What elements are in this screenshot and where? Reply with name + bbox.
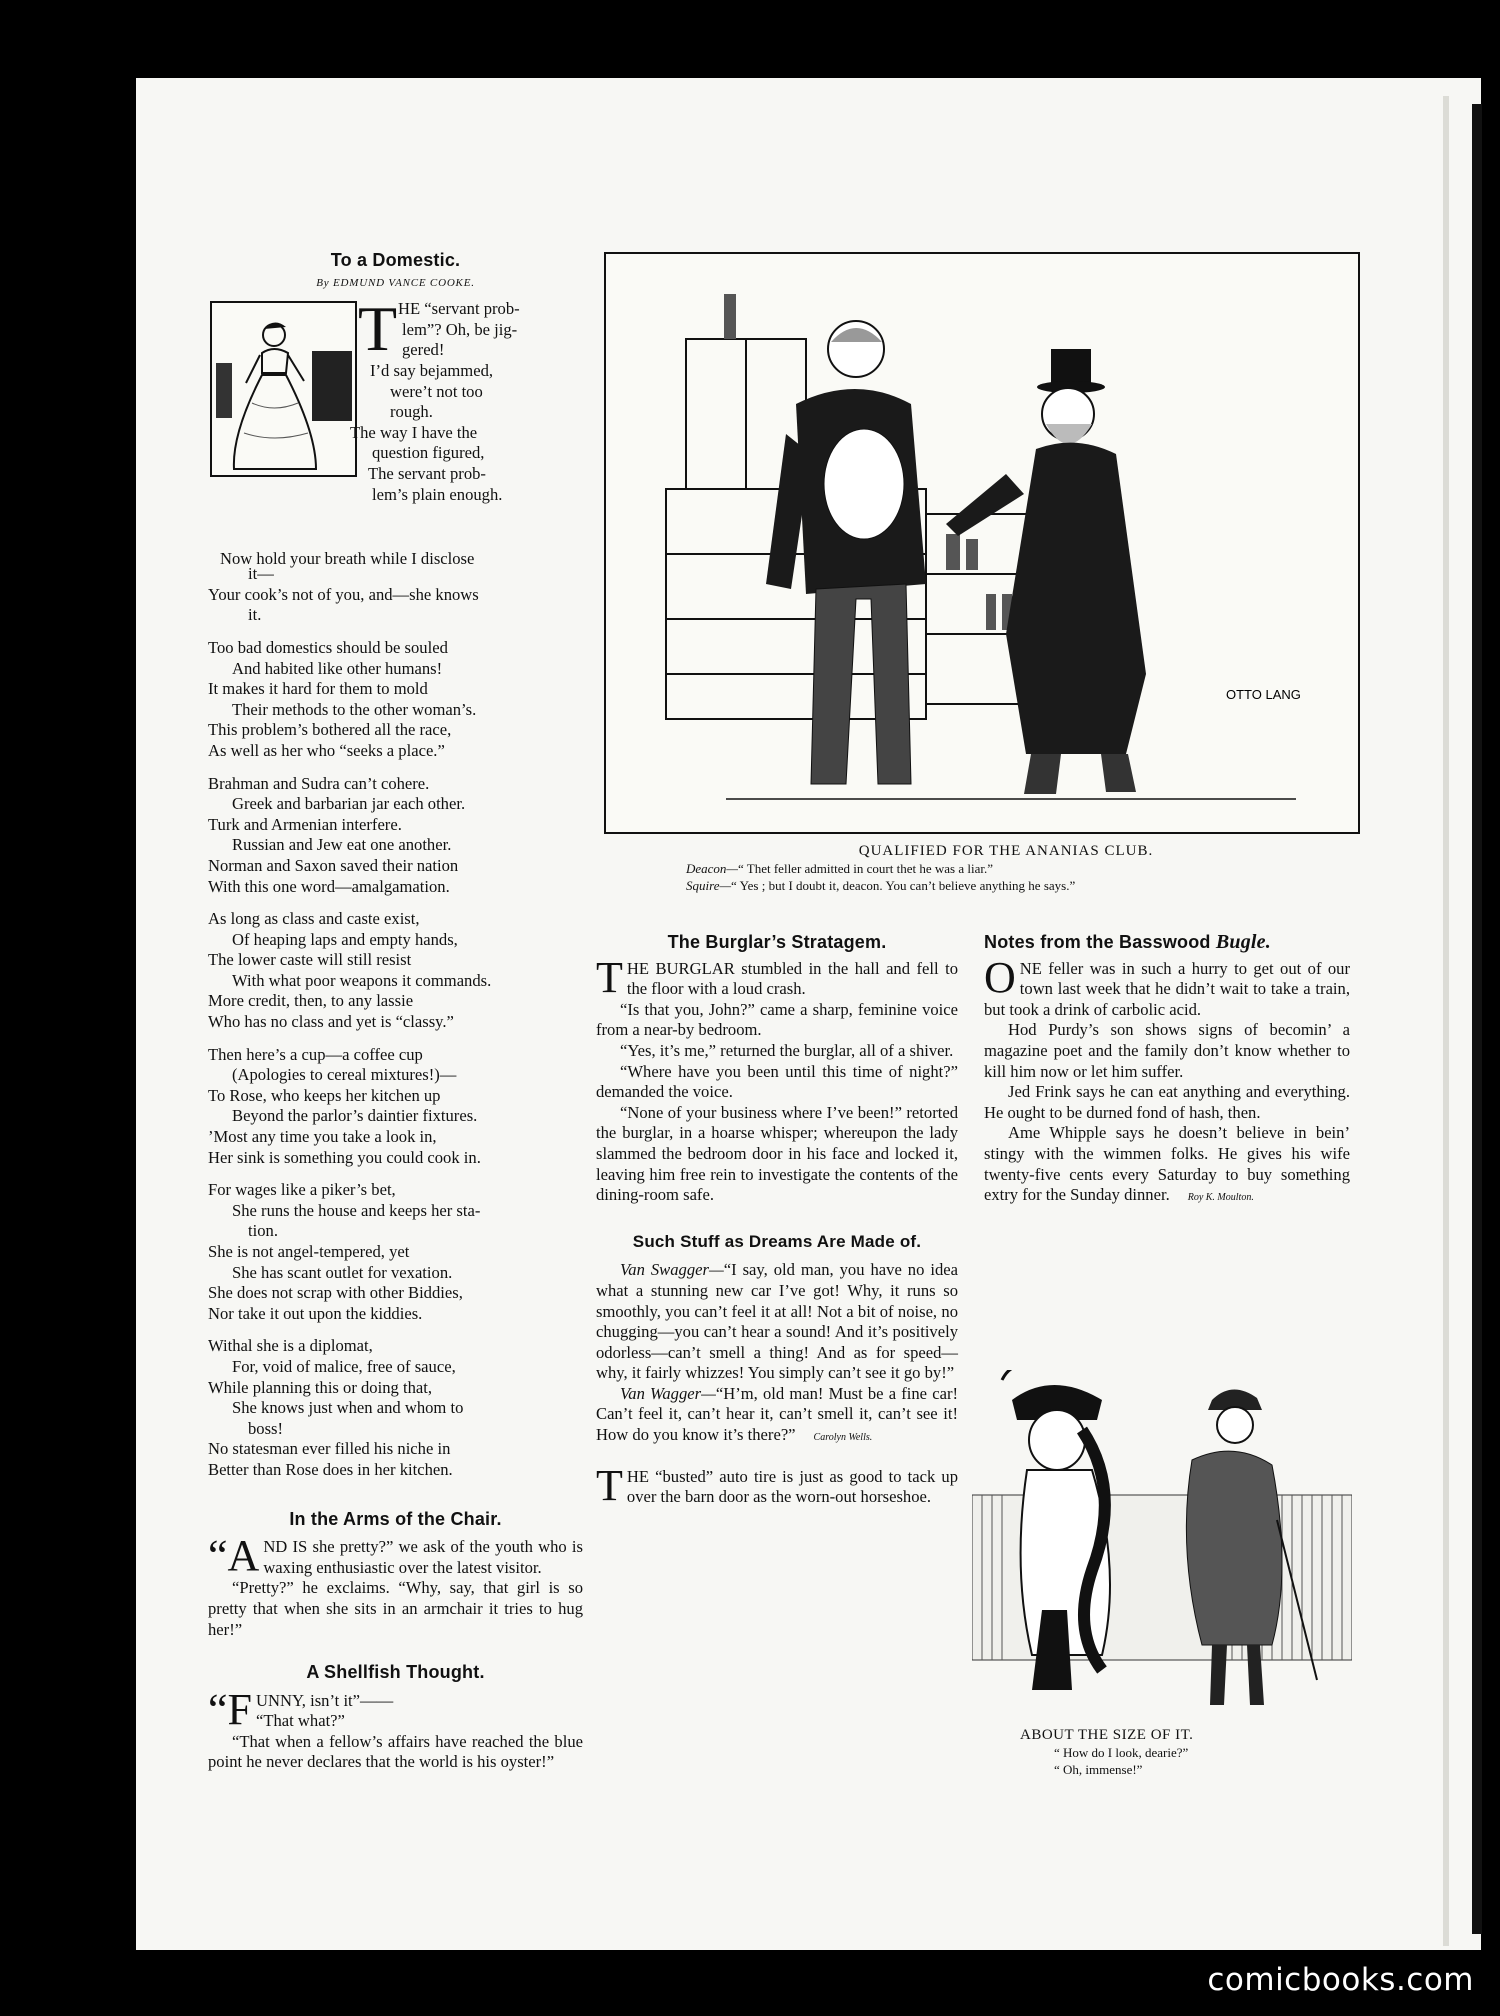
chair-drop-cap: “A — [208, 1531, 260, 1581]
dreams-speaker: Van Swagger— — [620, 1260, 724, 1280]
poem-line: Your cook’s not of you, and—she knows — [208, 584, 479, 604]
poem-line: The lower caste will still resist — [208, 950, 412, 970]
burglar-paragraph: “Where have you been until this time of night?” demanded the voice. — [596, 1061, 958, 1102]
basswood-drop-cap: O — [984, 952, 1016, 1002]
poem-line: Russian and Jew eat one another. — [232, 835, 452, 855]
burglar-paragraph: “Is that you, John?” came a sharp, feminine voice from a near-by bedroom. — [596, 999, 958, 1040]
poem-byline: By EDMUND VANCE COOKE. — [316, 276, 475, 289]
poem-line: Greek and barbarian jar each other. — [232, 794, 466, 814]
poem-line: were’t not too — [390, 381, 483, 401]
poem-line: Brahman and Sudra can’t cohere. — [208, 773, 430, 793]
shellfish-paragraph: UNNY, isn’t it”—— — [256, 1690, 394, 1710]
poem-line: it— — [248, 564, 274, 584]
poem-line: With this one word—amalgamation. — [208, 876, 450, 896]
burglar-paragraph: “Yes, it’s me,” returned the burglar, all of a shiver. — [620, 1040, 954, 1060]
maid-drawing — [212, 303, 355, 475]
chair-paragraph: “Pretty?” he exclaims. “Why, say, that girl is so pretty that when she sits in an armchair it tries to hug her!” — [208, 1578, 583, 1639]
poem-line: While planning this or doing that, — [208, 1377, 432, 1397]
dreams-signature: Carolyn Wells. — [813, 1432, 873, 1444]
poem-line: Turk and Armenian interfere. — [208, 814, 402, 834]
poem-line: tion. — [248, 1221, 278, 1241]
chair-title: In the Arms of the Chair. — [289, 1508, 502, 1529]
dreams-speaker: Van Wagger— — [620, 1383, 716, 1403]
poem-line: ’Most any time you take a look in, — [208, 1127, 437, 1147]
poem-line: HE “servant prob- — [398, 299, 520, 319]
poem-line: With what poor weapons it commands. — [232, 970, 492, 990]
shellfish-title: A Shellfish Thought. — [306, 1662, 485, 1683]
ananias-line: “ Yes ; but I doubt it, deacon. You can’t believe anything he says.” — [731, 878, 1076, 893]
poem-line: No statesman ever filled his niche in — [208, 1439, 451, 1459]
poem-line: Better than Rose does in her kitchen. — [208, 1459, 453, 1479]
poem-line: Who has no class and yet is “classy.” — [208, 1012, 454, 1032]
poem-line: question figured, — [372, 443, 485, 463]
poem-line: It makes it hard for them to mold — [208, 679, 428, 699]
burglar-paragraph: “None of your business where I’ve been!” retorted the burglar, in a hoarse whisper; whereupon the lady slammed the bedroom door in his face and locked it, leaving him free rein to investigate the contents of the dining-room safe. — [596, 1102, 958, 1205]
middle-column — [596, 932, 958, 1508]
poem-drop-cap: T — [358, 293, 398, 365]
squire-figure — [946, 349, 1146, 794]
basswood-title-prefix: Notes from the Basswood — [984, 932, 1216, 952]
shellfish-drop-cap: “F — [208, 1684, 252, 1734]
ananias-speaker: Squire— — [686, 878, 732, 893]
poem-line: As long as class and caste exist, — [208, 909, 420, 929]
poem-line: This problem’s bothered all the race, — [208, 720, 452, 740]
dreams-paragraph: “H’m, old man! Must be a fine car! Can’t feel it, can’t hear it, can’t smell it, can’t see it! How do you know it’s there?” — [596, 1383, 959, 1445]
cartoon-ananias-club — [604, 252, 1360, 834]
burglar-title: The Burglar’s Stratagem. — [667, 932, 887, 952]
site-watermark: comicbooks.com — [1207, 1962, 1474, 1998]
poem-line: Now hold your breath while I disclose — [220, 549, 475, 569]
ananias-line: “ Thet feller admitted in court thet he was a liar.” — [738, 861, 993, 876]
poem-line: Beyond the parlor’s daintier fixtures. — [232, 1106, 478, 1126]
shellfish-paragraph: “That what?” — [256, 1711, 345, 1731]
chair-item — [208, 1509, 583, 1641]
poem-line: Nor take it out upon the kiddies. — [208, 1303, 423, 1323]
shellfish-paragraph: “That when a fellow’s affairs have reached the blue point he never declares that the world is his oyster!” — [208, 1731, 583, 1772]
size-caption-title: ABOUT THE SIZE OF IT. — [1020, 1727, 1194, 1743]
dreams-paragraph: “I say, old man, you have no idea what a stunning new car I’ve got! Why, it runs so smoothly, you can’t feel it at all! Not a bit of noise, no chugging—you can’t hear a sound! And it’s positively odorless—can’t smell a thing! And as for speed—why, it fairly whizzes! You simply can’t see it go by!” — [596, 1260, 958, 1383]
burglar-paragraph: HE BURGLAR stumbled in the hall and fell to the floor with a loud crash. — [626, 958, 958, 999]
ananias-caption-title: QUALIFIED FOR THE ANANIAS CLUB. — [858, 843, 1154, 859]
cartoon-size-of-it — [972, 1370, 1352, 1720]
poem-line: She is not angel-tempered, yet — [208, 1242, 410, 1261]
dreams-title: Such Stuff as Dreams Are Made of. — [632, 1231, 922, 1251]
basswood-paragraph: Jed Frink says he can eat anything and everything. He ought to be durned fond of hash, then. — [984, 1082, 1350, 1122]
poem-line: She runs the house and keeps her sta- — [232, 1200, 481, 1220]
poem-line: Of heaping laps and empty hands, — [232, 929, 458, 949]
burglar-drop-cap: T — [596, 952, 623, 1002]
poem-line: Her sink is something you could cook in. — [208, 1147, 481, 1167]
basswood-paragraph: Ame Whipple says he doesn’t believe in bein’ stingy with the wimmen folks. He gives his wife twenty-five cents every Saturday to buy something extry for the Sunday dinner. — [984, 1123, 1350, 1205]
poem-line: For wages like a piker’s bet, — [208, 1180, 396, 1200]
poem-line: For, void of malice, free of sauce, — [232, 1356, 456, 1376]
poem-line: boss! — [248, 1418, 284, 1438]
poem-line: She knows just when and whom to — [232, 1398, 464, 1418]
domestic-poem — [208, 293, 583, 1480]
poem-line: gered! — [402, 340, 445, 360]
poem-line: Then here’s a cup—a coffee cup — [208, 1044, 423, 1064]
tire-drop-cap: T — [596, 1460, 623, 1510]
poem-title: To a Domestic. — [330, 250, 461, 270]
poem-line: lem’s plain enough. — [372, 484, 503, 504]
right-column — [984, 932, 1350, 1209]
poem-line: (Apologies to cereal mixtures!)— — [232, 1065, 457, 1085]
cartoon-size-drawing — [972, 1370, 1352, 1720]
size-caption-line: “ Oh, immense!” — [1054, 1762, 1143, 1777]
poem-line: As well as her who “seeks a place.” — [208, 740, 445, 760]
poem-line: rough. — [390, 402, 433, 422]
poem-line: She does not scrap with other Biddies, — [208, 1283, 463, 1303]
basswood-signature: Roy K. Moulton. — [1187, 1192, 1254, 1204]
cartoon-ananias-drawing — [606, 254, 1358, 832]
deacon-figure — [766, 321, 926, 784]
ananias-speaker: Deacon— — [686, 861, 738, 876]
poem-line: The servant prob- — [368, 463, 486, 483]
size-caption-line: “ How do I look, dearie?” — [1054, 1745, 1189, 1760]
basswood-title-bugle: Bugle. — [1215, 931, 1271, 953]
poem-line: To Rose, who keeps her kitchen up — [208, 1085, 441, 1105]
size-caption — [1020, 1726, 1320, 1778]
poem-line: The way I have the — [350, 422, 478, 442]
maid-illustration — [210, 301, 357, 477]
next-page-edge — [1443, 96, 1449, 1946]
poem-line: Their methods to the other woman’s. — [232, 699, 477, 719]
poem-line: And habited like other humans! — [232, 658, 443, 678]
poem-line: She has scant outlet for vexation. — [232, 1262, 453, 1282]
basswood-title — [984, 932, 1350, 953]
poem-line: More credit, then, to any lassie — [208, 991, 414, 1011]
poem-line: Too bad domestics should be souled — [208, 637, 448, 657]
poem-line: lem”? Oh, be jig- — [402, 319, 518, 339]
poem-line: Withal she is a diplomat, — [208, 1336, 373, 1356]
poem-line: Norman and Saxon saved their nation — [208, 855, 459, 875]
poem-line: it. — [248, 605, 262, 625]
chair-paragraph: ND IS she pretty?” we ask of the youth who is waxing enthusiastic over the latest visitor. — [263, 1537, 583, 1577]
cartoon-signature: OTTO LANG — [1226, 687, 1301, 702]
basswood-paragraph: NE feller was in such a hurry to get out of our town last week that he didn’t wait to take a train, but took a drink of carbolic acid. — [984, 958, 1350, 1019]
left-column — [208, 250, 583, 1773]
tire-paragraph: HE “busted” auto tire is just as good to tack up over the barn door as the worn-out horseshoe. — [626, 1466, 958, 1507]
basswood-paragraph: Hod Purdy’s son shows signs of becomin’ a magazine poet and the family don’t know whether to kill him now or let him suffer. — [984, 1020, 1350, 1081]
ananias-caption — [686, 842, 1326, 894]
binding-spine — [1472, 104, 1482, 1934]
shellfish-item — [208, 1662, 583, 1773]
poem-line: I’d say bejammed, — [370, 360, 494, 380]
